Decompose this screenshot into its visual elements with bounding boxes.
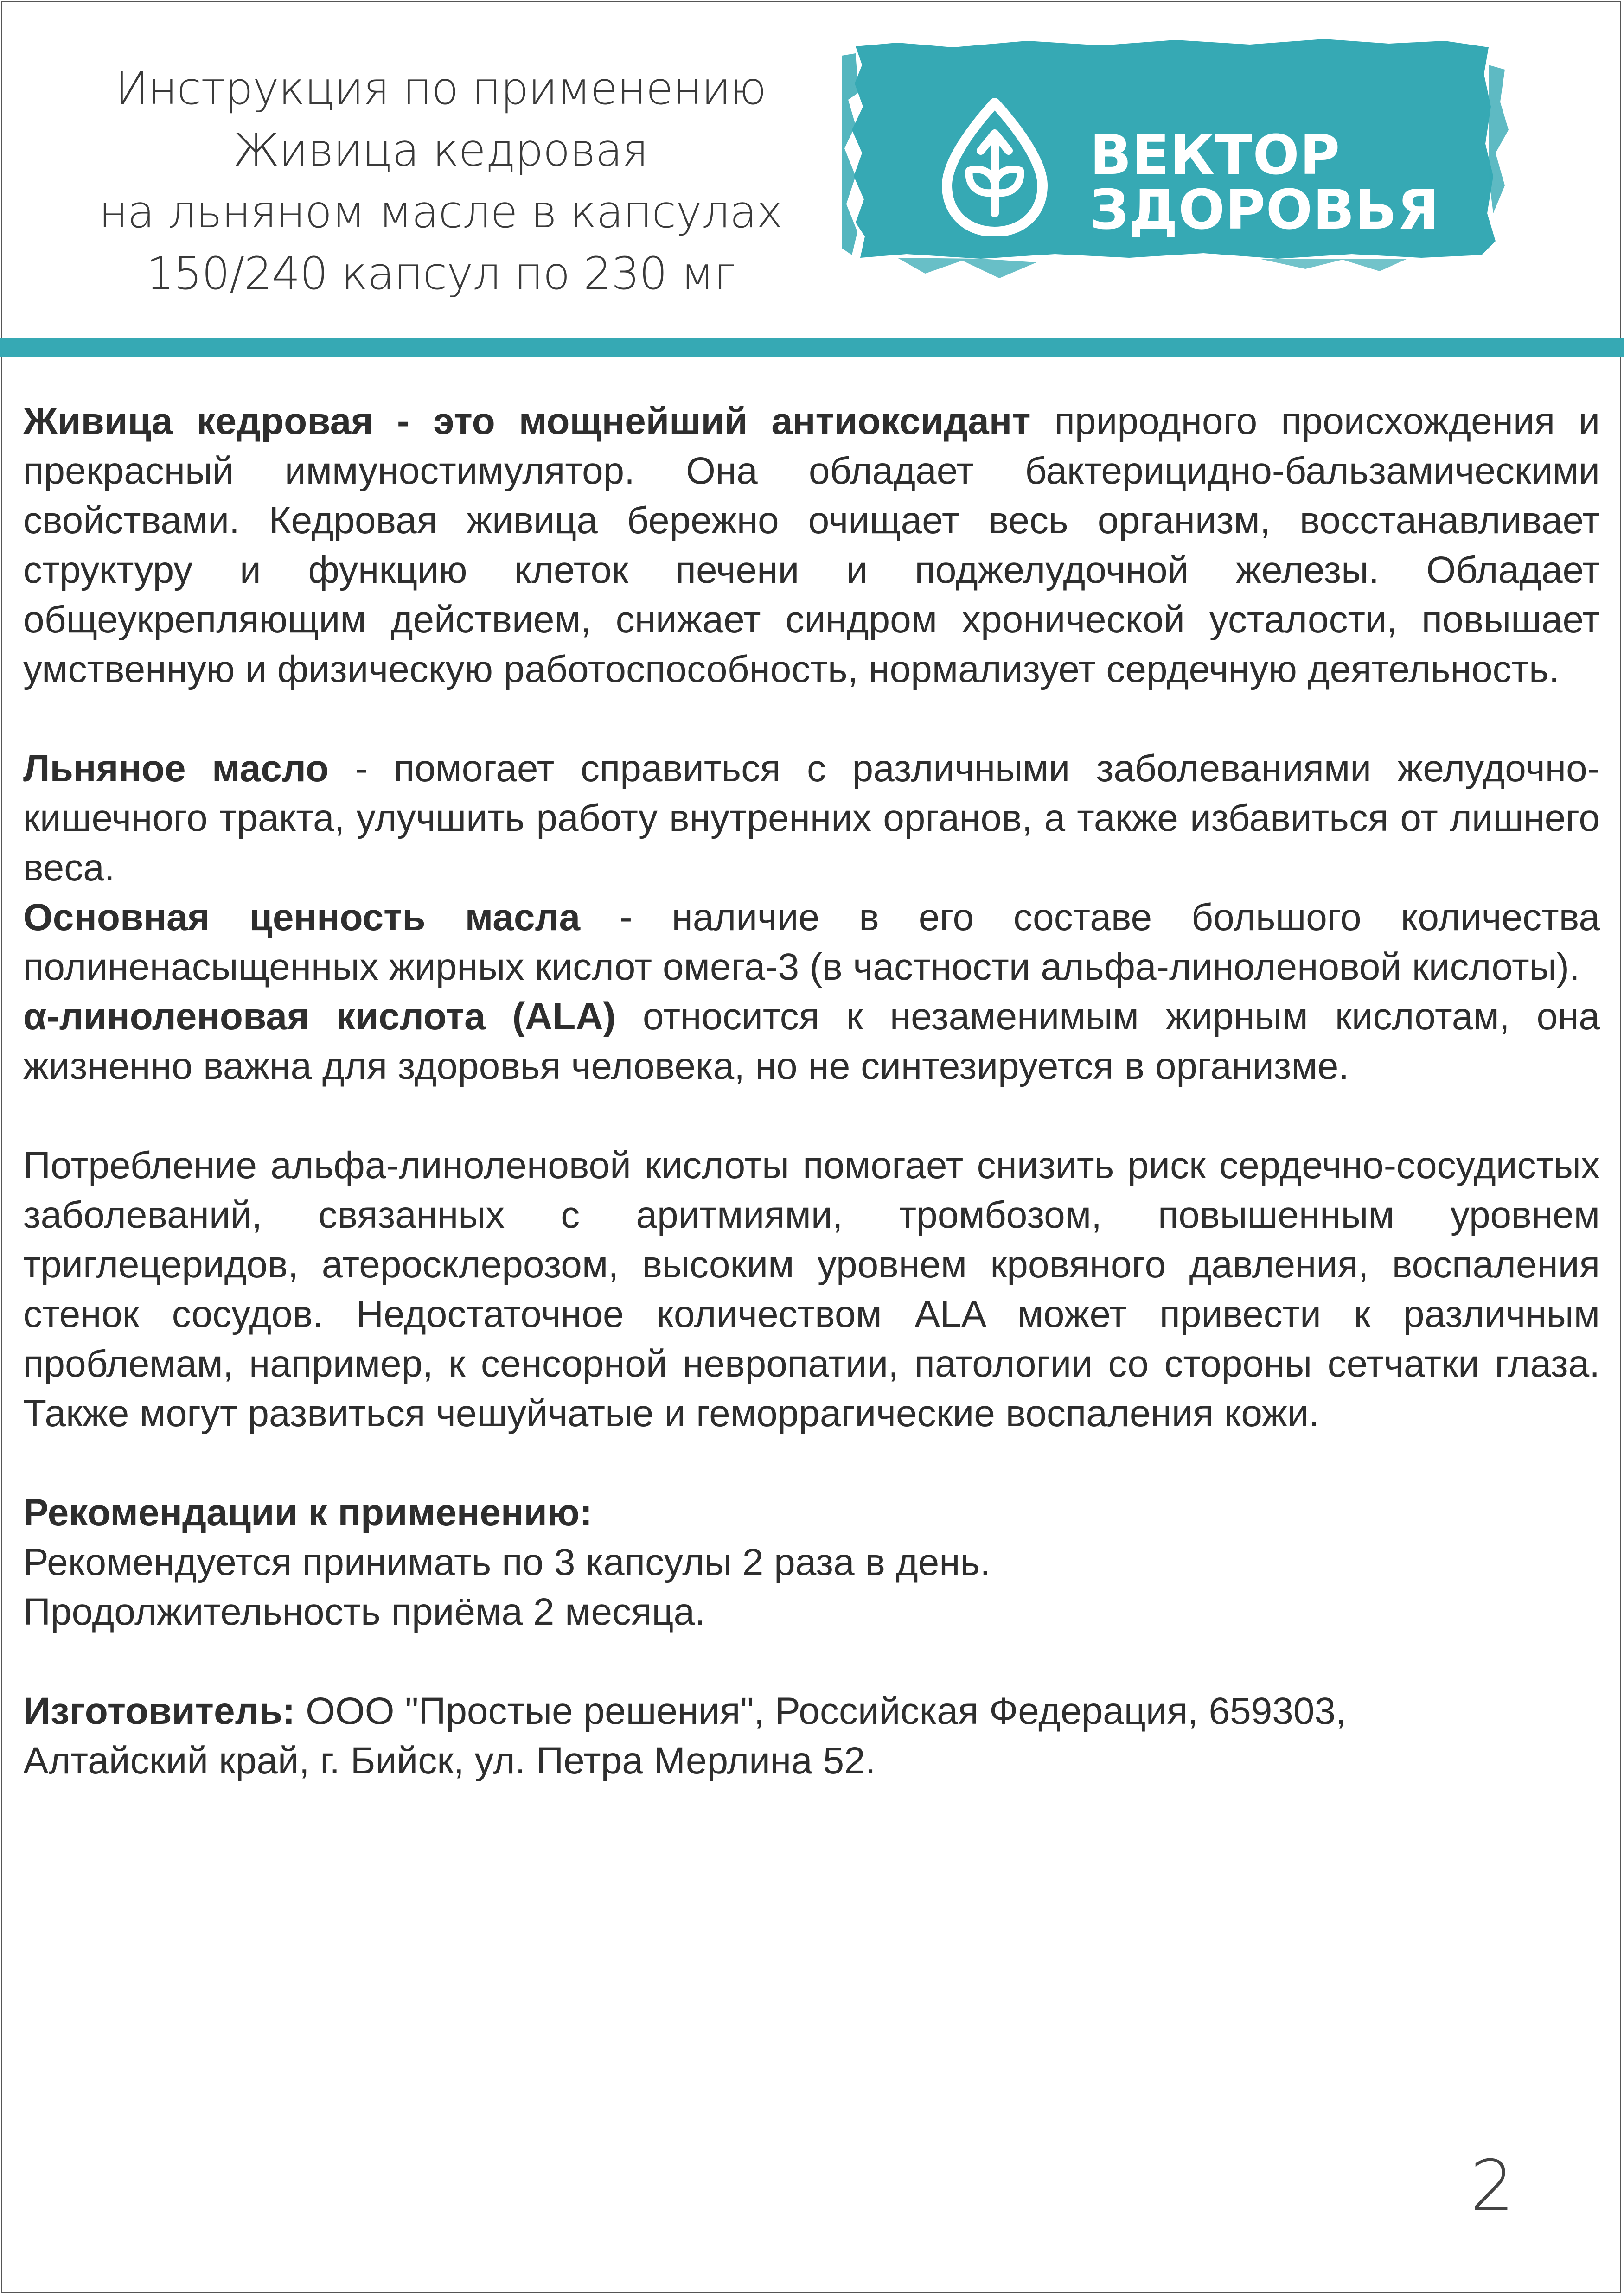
logo-line-2: ЗДОРОВЬЯ — [1090, 178, 1440, 242]
header — [0, 0, 1624, 338]
recommendation-dosage: Рекомендуется принимать по 3 капсулы 2 раза в день. — [23, 1541, 991, 1583]
value-lead: Основная ценность масла — [23, 896, 581, 938]
paragraph-oil-value — [23, 893, 1600, 992]
resin-text: природного происхождения и прекрасный иммуностимулятор. Она обладает бактерицидно-бальзамическими свойствами. Кедровая живица бережно очищает весь организм, восстанавливает структуру и функцию клеток печени и поджелудочной железы. Обладает общеукрепляющим действием, снижает синдром хронической усталости, повышает умственную и физическую работоспособность, нормализует сердечную деятельность. — [23, 400, 1600, 690]
paragraph-resin — [23, 396, 1600, 694]
paragraph-ala — [23, 992, 1600, 1091]
resin-lead: Живица кедровая - это мощнейший антиоксидант — [23, 400, 1031, 442]
logo-wordmark — [1090, 123, 1440, 242]
header-divider — [0, 338, 1624, 357]
manufacturer-line-1 — [23, 1686, 1600, 1736]
title-line-2: Живица кедровая — [233, 124, 648, 176]
recommendations-block — [23, 1488, 1600, 1637]
title-line-3: на льняном масле в капсулах — [99, 186, 782, 238]
value-text: - наличие в его составе большого количества полиненасыщенных жирных кислот омега-3 (в частности альфа-линоленовой кислоты). — [23, 896, 1600, 988]
recommendation-duration: Продолжительность приёма 2 месяца. — [23, 1591, 705, 1633]
logo-line-1: ВЕКТОР — [1090, 123, 1341, 187]
manufacturer-block — [23, 1686, 1600, 1786]
recommendations-heading: Рекомендации к применению: — [23, 1492, 593, 1534]
title-line-1: Инструкция по применению — [115, 63, 766, 115]
title-line-4: 150/240 капсул по 230 мг — [146, 248, 735, 300]
drop-sprout-arrow-icon — [937, 97, 1053, 236]
document-title — [46, 58, 835, 305]
manufacturer-name: ООО "Простые решения", Российская Федерация, 659303, — [295, 1690, 1346, 1732]
manufacturer-address: Алтайский край, г. Бийск, ул. Петра Мерлина 52. — [23, 1740, 876, 1782]
brand-logo — [842, 37, 1509, 287]
oil-lead: Льняное масло — [23, 747, 329, 790]
paragraph-linseed-oil — [23, 744, 1600, 893]
manufacturer-label: Изготовитель: — [23, 1690, 295, 1732]
oil-text: - помогает справиться с различными заболеваниями желудочно-кишечного тракта, улучшить работу внутренних органов, а также избавиться от лишнего веса. — [23, 747, 1600, 889]
paragraph-consumption: Потребление альфа-линоленовой кислоты помогает снизить риск сердечно-сосудистых заболеваний, связанных с аритмиями, тромбозом, повышенным уровнем триглецеридов, атеросклерозом, высоким уровнем кровяного давления, воспаления стенок сосудов. Недостаточное количеством ALA может привести к различным проблемам, например, к сенсорной невропатии, патологии со стороны сетчатки глаза. Также могут развиться чешуйчатые и геморрагические воспаления кожи. — [23, 1144, 1600, 1435]
document-body — [23, 396, 1600, 1786]
ala-text: относится к незаменимым жирным кислотам, она жизненно важна для здоровья человека, но не синтезируется в организме. — [23, 995, 1600, 1087]
page-number: 2 — [1470, 2146, 1515, 2226]
ala-lead: α-линоленовая кислота (ALA) — [23, 995, 616, 1038]
